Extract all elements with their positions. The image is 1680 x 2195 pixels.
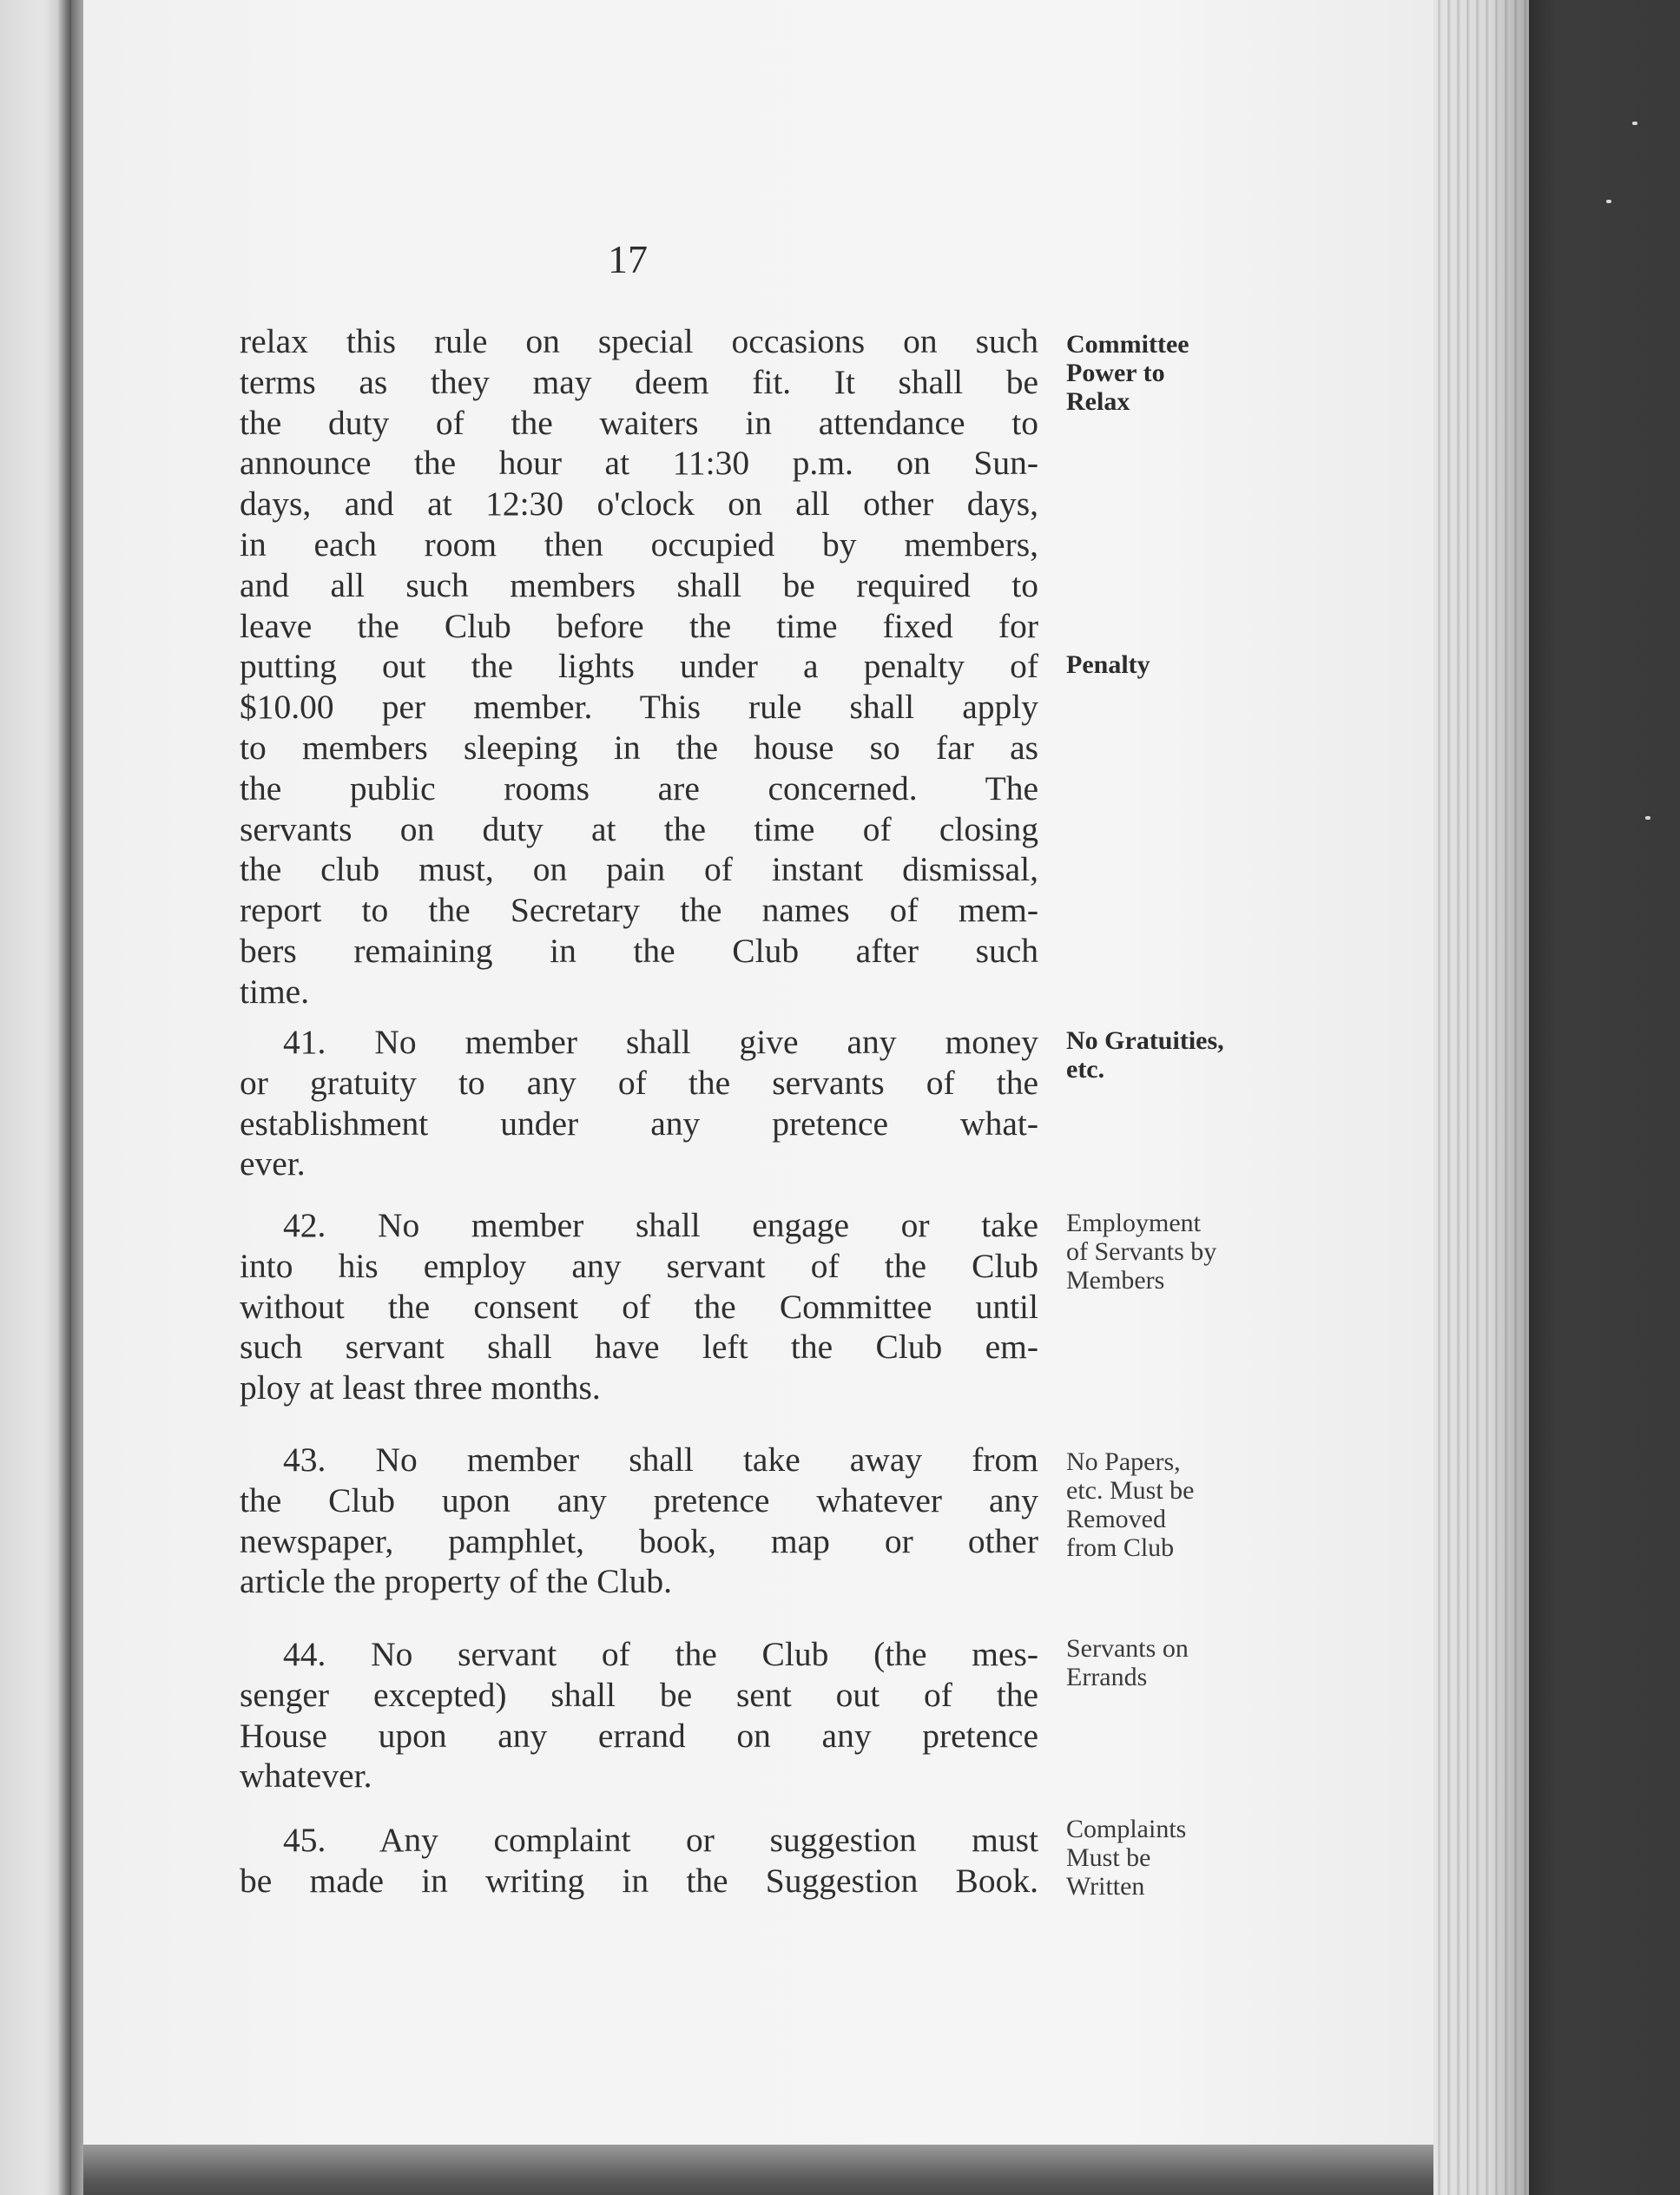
text-line: in each room then occupied by members, xyxy=(240,524,1038,564)
side-note-line: Written xyxy=(1066,1872,1145,1901)
text-line: report to the Secretary the names of mem- xyxy=(240,891,1038,930)
rule-41 xyxy=(240,1022,1038,1184)
text-line: putting out the lights under a penalty of xyxy=(240,647,1038,686)
side-note xyxy=(1066,1815,1301,1901)
text-line: bers remaining in the Club after such xyxy=(240,931,1038,970)
side-note-line: Committee xyxy=(1066,330,1189,359)
text-line: the duty of the waiters in attendance to xyxy=(240,403,1038,442)
side-note-line: of Servants by xyxy=(1066,1237,1217,1266)
text-line: establishment under any pretence what- xyxy=(240,1104,1038,1143)
text-line: $10.00 per member. This rule shall apply xyxy=(240,688,1038,727)
side-note-line: Power to xyxy=(1066,359,1165,387)
text-line: the club must, on pain of instant dismissal, xyxy=(240,850,1038,889)
page-stack-shadow xyxy=(1433,0,1529,2195)
text-line: time. xyxy=(240,972,310,1011)
dust-speck xyxy=(1606,200,1611,203)
text-line: terms as they may deem fit. It shall be xyxy=(240,362,1038,401)
page-bottom-edge xyxy=(83,2145,1433,2195)
side-note-line: from Club xyxy=(1066,1533,1175,1562)
text-line: ever. xyxy=(240,1144,306,1183)
text-line: servants on duty at the time of closing xyxy=(240,809,1038,848)
dust-speck xyxy=(1645,816,1650,820)
text-line: 42. No member shall engage or take xyxy=(283,1206,1038,1244)
rule-42 xyxy=(240,1205,1038,1408)
text-line: newspaper, pamphlet, book, map or other xyxy=(240,1521,1038,1560)
page-number: 17 xyxy=(608,237,648,281)
text-line: into his employ any servant of the Club xyxy=(240,1246,1038,1285)
text-line: such servant shall have left the Club em- xyxy=(240,1328,1038,1367)
side-note-line: Servants on xyxy=(1066,1634,1189,1663)
side-note-line: Employment xyxy=(1066,1209,1201,1237)
side-note-line: Errands xyxy=(1066,1663,1148,1691)
text-line: 43. No member shall take away from xyxy=(283,1440,1038,1479)
text-line: senger excepted) shall be sent out of the xyxy=(240,1675,1038,1714)
text-line: leave the Club before the time fixed for xyxy=(240,606,1038,645)
rule-44 xyxy=(240,1634,1038,1796)
text-line: 45. Any complaint or suggestion must xyxy=(283,1821,1038,1859)
facing-page-edge xyxy=(0,0,71,2195)
side-note-line: etc. xyxy=(1066,1055,1105,1084)
text-line: whatever. xyxy=(240,1757,372,1796)
side-note-line: Must be xyxy=(1066,1843,1151,1872)
side-note xyxy=(1066,1447,1301,1562)
scan-background xyxy=(1529,0,1680,2195)
text-line: be made in writing in the Suggestion Book. xyxy=(240,1861,1038,1900)
text-line: article the property of the Club. xyxy=(240,1562,672,1601)
book-gutter xyxy=(71,0,83,2195)
text-line: the public rooms are concerned. The xyxy=(240,768,1038,807)
text-line: to members sleeping in the house so far as xyxy=(240,728,1038,767)
side-note xyxy=(1066,330,1301,416)
rule-45 xyxy=(240,1820,1038,1902)
rule-40-continuation xyxy=(240,321,1038,1012)
side-note-line: Members xyxy=(1066,1266,1165,1295)
text-line: or gratuity to any of the servants of the xyxy=(240,1063,1038,1102)
side-note-line: No Gratuities, xyxy=(1066,1026,1224,1055)
text-line: without the consent of the Committee until xyxy=(240,1287,1038,1326)
text-line: relax this rule on special occasions on such xyxy=(240,322,1038,360)
side-note-line: Relax xyxy=(1066,387,1130,416)
side-note-line: Penalty xyxy=(1066,650,1150,679)
text-line: announce the hour at 11:30 p.m. on Sun- xyxy=(240,444,1038,483)
text-line: and all such members shall be required to xyxy=(240,565,1038,604)
text-line: 44. No servant of the Club (the mes- xyxy=(283,1635,1038,1673)
rule-43 xyxy=(240,1440,1038,1602)
side-note-line: Removed xyxy=(1066,1505,1166,1533)
text-line: ploy at least three months. xyxy=(240,1368,601,1407)
side-note xyxy=(1066,1209,1301,1295)
side-note xyxy=(1066,1634,1301,1691)
side-note-line: etc. Must be xyxy=(1066,1476,1195,1505)
side-note xyxy=(1066,650,1301,679)
side-note-line: Complaints xyxy=(1066,1815,1187,1843)
side-note xyxy=(1066,1026,1301,1084)
side-note-line: No Papers, xyxy=(1066,1447,1181,1476)
text-line: days, and at 12:30 o'clock on all other days, xyxy=(240,484,1038,524)
text-line: the Club upon any pretence whatever any xyxy=(240,1480,1038,1519)
text-line: 41. No member shall give any money xyxy=(283,1023,1038,1061)
text-line: House upon any errand on any pretence xyxy=(240,1716,1038,1755)
dust-speck xyxy=(1632,122,1637,125)
